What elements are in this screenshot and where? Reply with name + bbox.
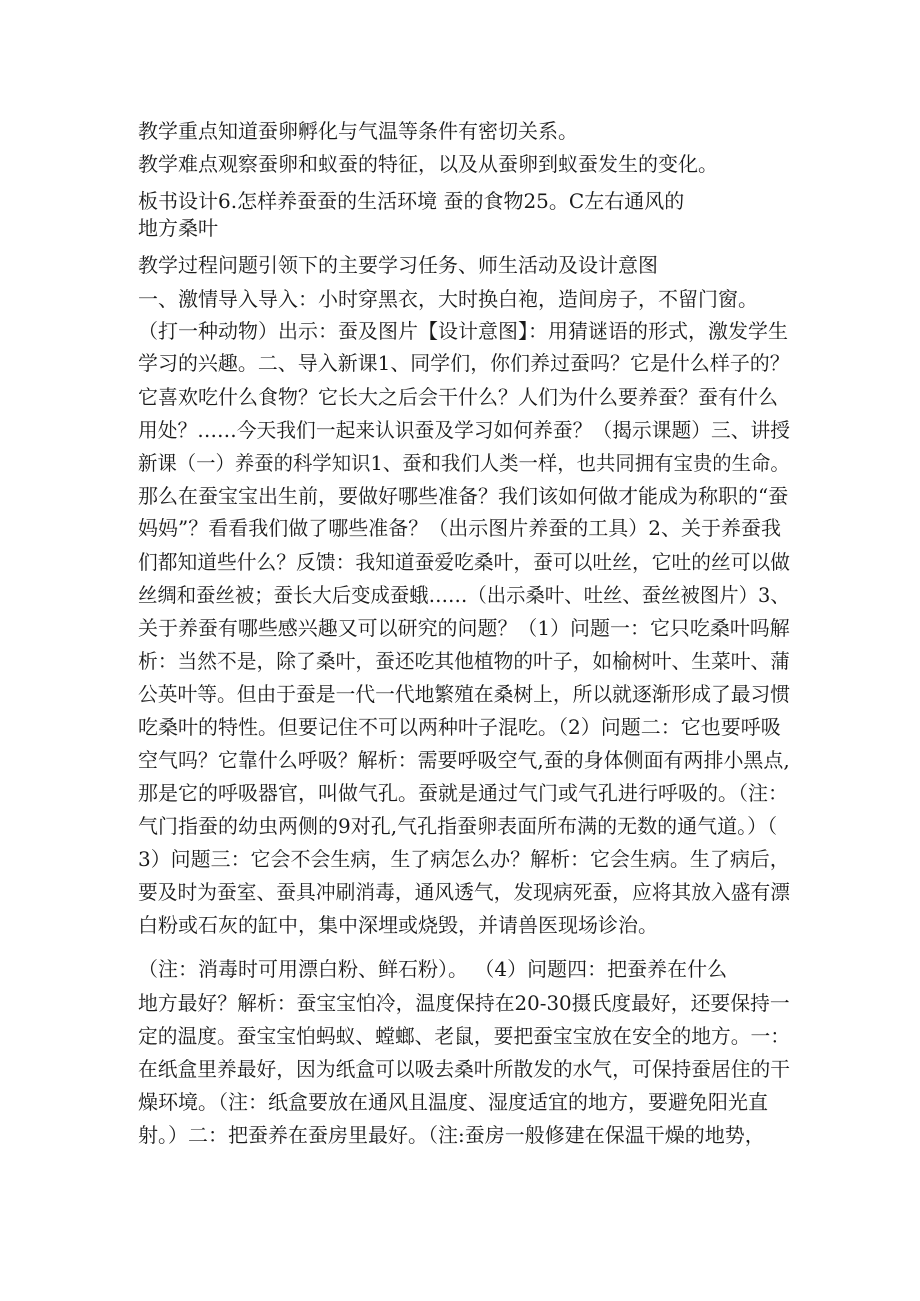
text-line: 那是它的呼吸器官，叫做气孔。蚕就是通过气门或气孔进行呼吸的。（注： (138, 781, 788, 805)
text-line: 燥环境。（注：纸盒要放在通风且温度、湿度适宜的地方，要避免阳光直 (138, 1090, 768, 1114)
text-line: （打一种动物）出示：蚕及图片【设计意图】：用猜谜语的形式，激发学生 (138, 319, 788, 343)
text-line: 空气吗？它靠什么呼吸？解析：需要呼吸空气,蚕的身体侧面有两排小黑点, (138, 748, 790, 772)
text-line: 丝绸和蚕丝被；蚕长大后变成蚕蛾……（出示桑叶、吐丝、蚕丝被图片）3、 (138, 583, 790, 607)
text-line: 教学重点知道蚕卵孵化与气温等条件有密切关系。 (138, 119, 578, 143)
text-line: 一、激情导入导入：小时穿黑衣，大时换白袍，造间房子，不留门窗。 (138, 287, 758, 311)
text-line: 们都知道些什么？反馈：我知道蚕爱吃桑叶，蚕可以吐丝，它吐的丝可以做 (138, 550, 790, 574)
text-line: 3）问题三：它会不会生病，生了病怎么办？解析：它会生病。生了病后， (138, 847, 790, 871)
text-line: 教学难点观察蚕卵和蚁蚕的特征，以及从蚕卵到蚁蚕发生的变化。 (138, 152, 718, 176)
text-line: 公英叶等。但由于蚕是一代一代地繁殖在桑树上，所以就逐渐形成了最习惯 (138, 682, 790, 706)
text-line: 新课（一）养蚕的科学知识1、蚕和我们人类一样，也共同拥有宝贵的生命。 (138, 451, 790, 475)
text-line: 学习的兴趣。二、导入新课1、同学们，你们养过蚕吗？它是什么样子的？ (138, 351, 790, 375)
text-line: 地方桑叶 (138, 216, 218, 240)
text-line: 地方最好？解析：蚕宝宝怕冷，温度保持在20-30摄氏度最好，还要保持一 (138, 991, 790, 1015)
text-line: 关于养蚕有哪些感兴趣又可以研究的问题？（1）问题一：它只吃桑叶吗解 (138, 616, 790, 640)
text-line: 那么在蚕宝宝出生前，要做好哪些准备？我们该如何做才能成为称职的“蚕 (138, 484, 789, 508)
text-line: 射。）二：把蚕养在蚕房里最好。（注:蚕房一般修建在保温干燥的地势， (138, 1123, 765, 1147)
text-line: 析：当然不是，除了桑叶，蚕还吃其他植物的叶子，如榆树叶、生菜叶、蒲 (138, 649, 790, 673)
text-line: 气门指蚕的幼虫两侧的9对孔,气孔指蚕卵表面所布满的无数的通气道。）（ (138, 814, 778, 838)
text-line: 要及时为蚕室、蚕具冲刷消毒，通风透气，发现病死蚕，应将其放入盛有漂 (138, 880, 790, 904)
text-line: （注：消毒时可用漂白粉、鲜石粉）。 （4）问题四：把蚕养在什么 (138, 957, 728, 981)
text-line: 用处？……今天我们一起来认识蚕及学习如何养蚕？（揭示课题）三、讲授 (138, 418, 790, 442)
text-line: 板书设计6.怎样养蚕蚕的生活环境 蚕的食物25。C左右通风的 (138, 189, 685, 213)
text-line: 定的温度。蚕宝宝怕蚂蚁、螳螂、老鼠，要把蚕宝宝放在安全的地方。一： (138, 1024, 790, 1048)
text-line: 白粉或石灰的缸中，集中深埋或烧毁，并请兽医现场诊治。 (138, 913, 658, 937)
text-line: 它喜欢吃什么食物？它长大之后会干什么？人们为什么要养蚕？蚕有什么 (138, 385, 778, 409)
text-line: 妈妈”？看看我们做了哪些准备？（出示图片养蚕的工具）2、关于养蚕我 (138, 516, 781, 540)
text-line: 在纸盒里养最好，因为纸盒可以吸去桑叶所散发的水气，可保持蚕居住的干 (138, 1057, 790, 1081)
text-line: 吃桑叶的特性。但要记住不可以两种叶子混吃。（2）问题二：它也要呼吸 (138, 715, 781, 739)
text-line: 教学过程问题引领下的主要学习任务、师生活动及设计意图 (138, 253, 658, 277)
